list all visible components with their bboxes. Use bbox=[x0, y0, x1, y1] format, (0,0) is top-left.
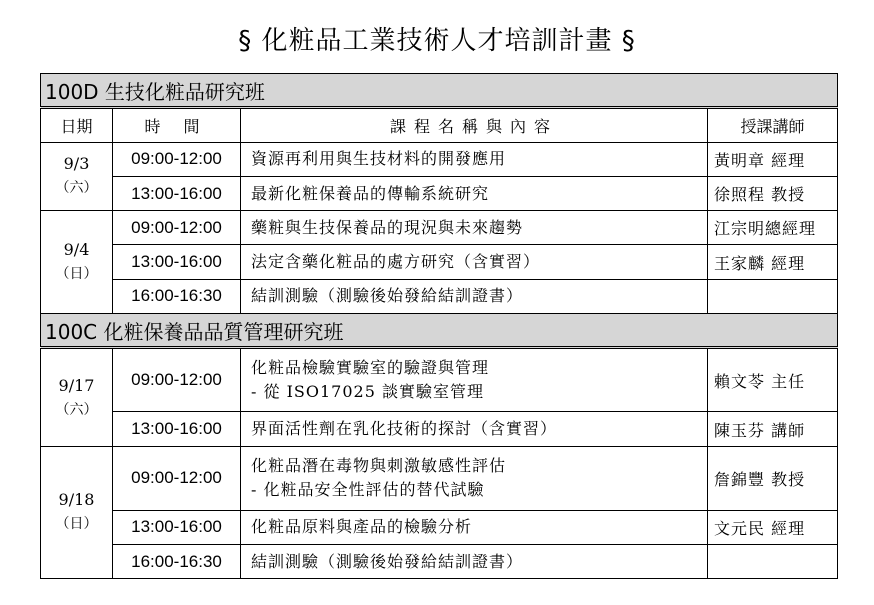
course-line: 結訓測驗（測驗後始發給結訓證書） bbox=[251, 551, 524, 571]
table-row bbox=[41, 348, 838, 412]
course-cell bbox=[241, 279, 708, 313]
course-line: 化粧品檢驗實驗室的驗證與管理 bbox=[251, 358, 490, 378]
course-cell bbox=[241, 211, 708, 245]
lecturer-cell: 江宗明總經理 bbox=[708, 211, 838, 245]
lecturer-cell: 賴文苓 主任 bbox=[708, 348, 838, 412]
time-cell: 13:00-16:00 bbox=[113, 245, 241, 279]
time-cell: 13:00-16:00 bbox=[113, 176, 241, 210]
course-line: 結訓測驗（測驗後始發給結訓證書） bbox=[251, 286, 524, 306]
table-row bbox=[41, 176, 838, 210]
course-cell bbox=[241, 446, 708, 510]
course-line: 化粧品原料與產品的檢驗分析 bbox=[251, 517, 473, 537]
course-line: 最新化粧保養品的傳輸系統研究 bbox=[251, 183, 490, 203]
course-subline: - 化粧品安全性評估的替代試驗 bbox=[251, 480, 485, 500]
table-row bbox=[41, 544, 838, 578]
schedule-table bbox=[40, 73, 838, 579]
time-cell: 16:00-16:30 bbox=[113, 279, 241, 313]
section-title: 100D 生技化粧品研究班 bbox=[41, 74, 838, 108]
table-row bbox=[41, 245, 838, 279]
time-cell: 16:00-16:30 bbox=[113, 544, 241, 578]
column-header-row bbox=[41, 108, 838, 142]
lecturer-cell: 黃明章 經理 bbox=[708, 142, 838, 176]
table-row bbox=[41, 446, 838, 510]
header-course: 課程名稱與內容 bbox=[241, 108, 708, 142]
table-row bbox=[41, 279, 838, 313]
lecturer-cell bbox=[708, 279, 838, 313]
lecturer-cell: 徐照程 教授 bbox=[708, 176, 838, 210]
date-cell bbox=[41, 142, 113, 211]
time-cell: 13:00-16:00 bbox=[113, 412, 241, 446]
lecturer-cell bbox=[708, 544, 838, 578]
time-cell: 09:00-12:00 bbox=[113, 446, 241, 510]
section-title: 100C 化粧保養品品質管理研究班 bbox=[41, 314, 838, 348]
weekday-value: （日） bbox=[55, 266, 98, 283]
date-value: 9/3 bbox=[63, 154, 90, 174]
table-row bbox=[41, 510, 838, 544]
course-line: 法定含藥化粧品的處方研究（含實習） bbox=[251, 252, 541, 272]
weekday-value: （六） bbox=[55, 401, 98, 418]
lecturer-cell: 詹錦豐 教授 bbox=[708, 446, 838, 510]
weekday-value: （六） bbox=[55, 180, 98, 197]
course-cell bbox=[241, 176, 708, 210]
course-line: 化粧品潛在毒物與刺激敏感性評估 bbox=[251, 456, 507, 476]
page-title: § 化粧品工業技術人才培訓計畫 § bbox=[238, 26, 636, 56]
header-date: 日期 bbox=[41, 108, 113, 142]
course-cell bbox=[241, 544, 708, 578]
header-time: 時 間 bbox=[113, 108, 241, 142]
course-cell bbox=[241, 348, 708, 412]
table-row bbox=[41, 211, 838, 245]
date-cell bbox=[41, 348, 113, 446]
course-cell bbox=[241, 510, 708, 544]
section-header-row bbox=[41, 314, 838, 348]
weekday-value: （日） bbox=[55, 516, 98, 533]
header-lecturer: 授課講師 bbox=[708, 108, 838, 142]
course-line: 界面活性劑在乳化技術的探討（含實習） bbox=[251, 419, 558, 439]
time-cell: 09:00-12:00 bbox=[113, 142, 241, 176]
date-cell bbox=[41, 446, 113, 579]
course-line: 資源再利用與生技材料的開發應用 bbox=[251, 149, 507, 169]
date-value: 9/4 bbox=[63, 240, 90, 260]
course-line: 藥粧與生技保養品的現況與未來趨勢 bbox=[251, 217, 524, 237]
time-cell: 09:00-12:00 bbox=[113, 348, 241, 412]
course-subline: - 從 ISO17025 談實驗室管理 bbox=[251, 382, 484, 402]
date-value: 9/17 bbox=[58, 375, 95, 395]
lecturer-cell: 文元民 經理 bbox=[708, 510, 838, 544]
table-row bbox=[41, 412, 838, 446]
lecturer-cell: 陳玉芬 講師 bbox=[708, 412, 838, 446]
section-header-row bbox=[41, 74, 838, 108]
course-cell bbox=[241, 245, 708, 279]
course-cell bbox=[241, 412, 708, 446]
date-value: 9/18 bbox=[58, 490, 95, 510]
table-row bbox=[41, 142, 838, 176]
time-cell: 09:00-12:00 bbox=[113, 211, 241, 245]
date-cell bbox=[41, 211, 113, 314]
time-cell: 13:00-16:00 bbox=[113, 510, 241, 544]
lecturer-cell: 王家麟 經理 bbox=[708, 245, 838, 279]
course-cell bbox=[241, 142, 708, 176]
